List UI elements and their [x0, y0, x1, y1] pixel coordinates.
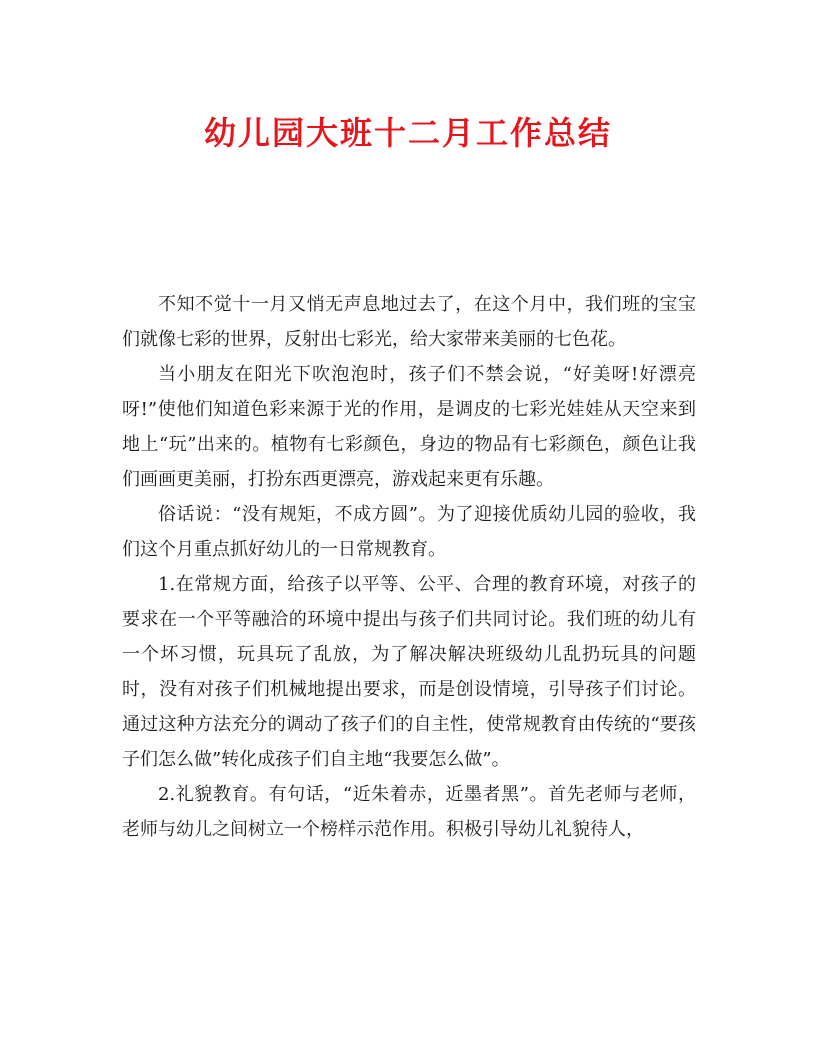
paragraph: 俗话说：“没有规矩，不成方圆”。为了迎接优质幼儿园的验收，我们这个月重点抓好幼儿的一日常规教育。 [122, 504, 696, 560]
paragraph: 当小朋友在阳光下吹泡泡时，孩子们不禁会说，“好美呀!好漂亮呀!”使他们知道色彩来源于光的作用，是调皮的七彩光娃娃从天空来到地上“玩”出来的。植物有七彩颜色，身边的物品有七彩颜色，颜色让我们画画更美丽，打扮东西更漂亮，游戏起来更有乐趣。 [122, 364, 696, 490]
paragraph: 2.礼貌教育。有句话，“近朱着赤，近墨者黑”。首先老师与老师，老师与幼儿之间树立一个榜样示范作用。积极引导幼儿礼貌待人， [122, 784, 696, 840]
document-title: 幼儿园大班十二月工作总结 [203, 114, 612, 152]
paragraph: 不知不觉十一月又悄无声息地过去了，在这个月中，我们班的宝宝们就像七彩的世界，反射出七彩光，给大家带来美丽的七色花。 [122, 294, 696, 350]
document-body [122, 287, 696, 847]
paragraph: 1.在常规方面，给孩子以平等、公平、合理的教育环境，对孩子的要求在一个平等融洽的环境中提出与孩子们共同讨论。我们班的幼儿有一个坏习惯，玩具玩了乱放，为了解决解决班级幼儿乱扔玩具的问题时，没有对孩子们机械地提出要求，而是创设情境，引导孩子们讨论。通过这种方法充分的调动了孩子们的自主性，使常规教育由传统的“要孩子们怎么做”转化成孩子们自主地“我要怎么做”。 [122, 574, 696, 770]
